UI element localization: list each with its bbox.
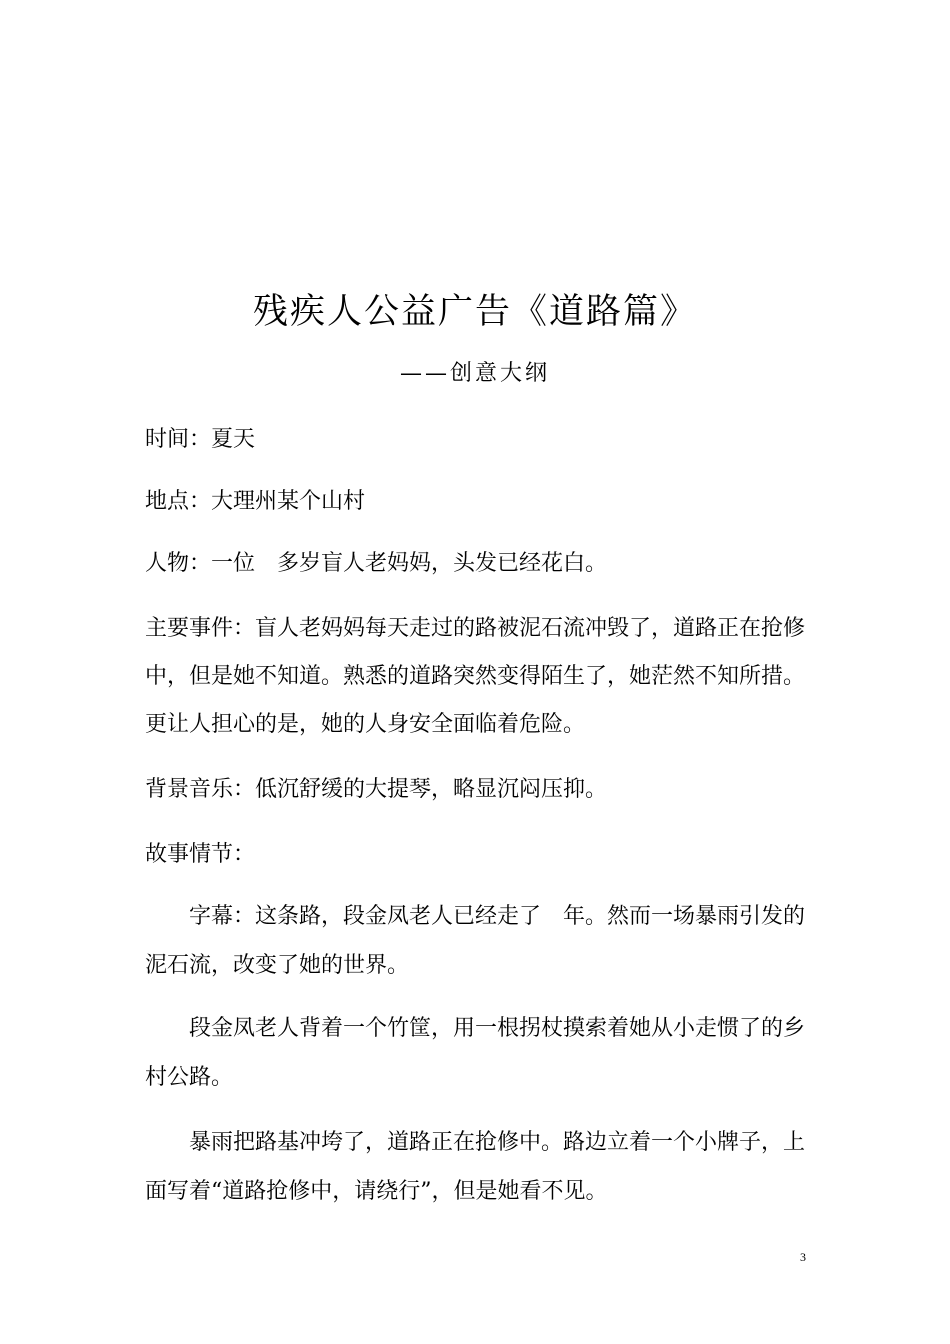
event-line-1: 主要事件：盲人老妈妈每天走过的路被泥石流冲毁了，道路正在抢修: [145, 616, 806, 641]
document-subtitle: ——创意大纲: [400, 361, 551, 386]
plot-paragraph-2-line-1: 段金凤老人背着一个竹筐，用一根拐杖摸索着她从小走惯了的乡: [189, 1016, 806, 1041]
plot-paragraph-3-line-1: 暴雨把路基冲垮了，道路正在抢修中。路边立着一个小牌子，上: [189, 1130, 806, 1155]
plot-paragraph-3-line-2: 面写着“道路抢修中，请绕行”，但是她看不见。: [145, 1179, 608, 1204]
plot-paragraph-1-line-1: 字幕：这条路，段金凤老人已经走了 年。然而一场暴雨引发的: [189, 904, 806, 929]
page-number: 3: [800, 1250, 806, 1264]
document-title: 残疾人公益广告《道路篇》: [252, 292, 697, 332]
event-line-3: 更让人担心的是，她的人身安全面临着危险。: [145, 712, 586, 737]
plot-paragraph-2-line-2: 村公路。: [145, 1065, 234, 1090]
character-line: 人物：一位 多岁盲人老妈妈，头发已经花白。: [145, 551, 608, 576]
location-line: 地点：大理州某个山村: [145, 489, 366, 514]
music-line: 背景音乐：低沉舒缓的大提琴，略显沉闷压抑。: [145, 777, 608, 802]
plot-heading: 故事情节：: [145, 842, 256, 867]
time-line: 时间：夏天: [145, 427, 256, 452]
event-line-2: 中，但是她不知道。熟悉的道路突然变得陌生了，她茫然不知所措。: [145, 664, 806, 689]
plot-paragraph-1-line-2: 泥石流，改变了她的世界。: [145, 953, 410, 978]
